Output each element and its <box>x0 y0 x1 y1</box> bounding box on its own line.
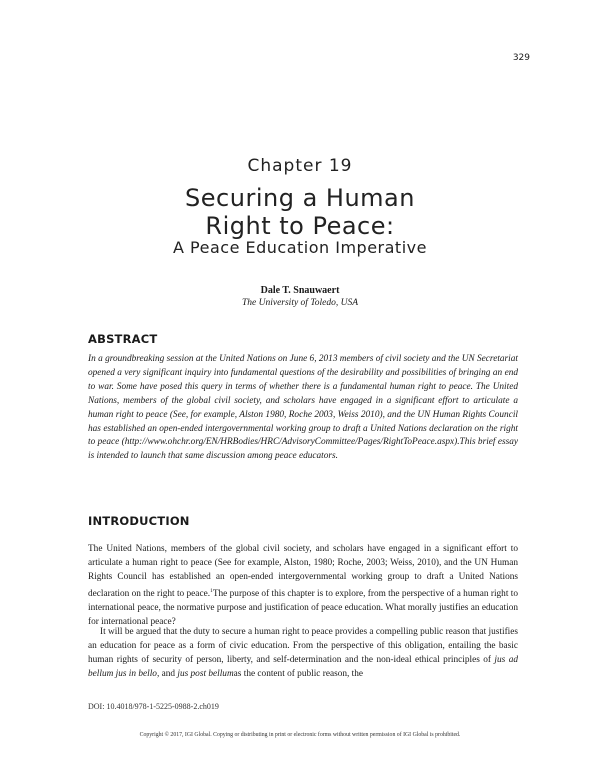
author-affiliation: The University of Toledo, USA <box>241 298 359 308</box>
intro-p2-text-a: It will be argued that the duty to secure a human right to peace provides a compelling public reason that justifies an education for peace as a form of civic education. From the perspective of this obligation, entailing the basic human rights of security of person, liberty, and self-determination and the non-ideal ethical principles of <box>88 627 518 665</box>
intro-p1-text-a: The United Nations, members of the global civil society, and scholars have engaged in a significant effort to articulate a human right to peace (See for example, Alston, 1980; Roche, 2003; Weiss, 2010), and the UN Human Rights Council has established an open-ended intergovernmental working group to draft a United Nations declaration on the right to peace. <box>88 544 518 599</box>
intro-p2-text-c: as the content of public reason, the <box>233 668 364 679</box>
abstract-heading: ABSTRACT <box>88 332 158 346</box>
introduction-paragraph-1 <box>88 543 518 630</box>
chapter-subtitle: A Peace Education Imperative <box>173 238 427 257</box>
chapter-title-line-2: Right to Peace: <box>205 212 395 240</box>
introduction-heading: INTRODUCTION <box>88 514 190 528</box>
doi-line: DOI: 10.4018/978-1-5225-0988-2.ch019 <box>88 702 219 711</box>
copyright-notice: Copyright © 2017, IGI Global. Copying or distributing in print or electronic forms without written permission of IGI Global is prohibited. <box>139 732 461 738</box>
page-number: 329 <box>512 53 530 63</box>
intro-p2-italic-1: jus ad bellum jus in bello, <box>88 654 518 679</box>
intro-p2-italic-2: jus post bellum <box>177 668 234 679</box>
abstract-text: In a groundbreaking session at the United Nations on June 6, 2013 members of civil society and the UN Secretariat opened a very significant inquiry into fundamental questions of the desirability and possibilities of bringing an end to war. Some have posed this query in terms of whether there is a fundamental human right to peace. The United Nations, members of the global civil society, and scholars have engaged in a significant effort to articulate a human right to peace (See, for example, Alston 1980, Roche 2003, Weiss 2010), and the UN Human Rights Council has established an open-ended intergovernmental working group to draft a United Nations declaration on the right to peace (http://www.ohchr.org/EN/HRBodies/HRC/AdvisoryCommittee/Pages/RightToPeace.aspx).This brief essay is intended to launch that same discussion among peace educators. <box>88 354 518 462</box>
intro-p2-text-b: and <box>159 668 178 679</box>
chapter-label: Chapter 19 <box>247 156 353 176</box>
chapter-title-line-1: Securing a Human <box>185 184 415 212</box>
introduction-paragraph-2 <box>88 626 518 682</box>
footnote-marker: 1 <box>210 587 213 594</box>
author-name: Dale T. Snauwaert <box>260 285 340 296</box>
intro-p1-text-b: The purpose of this chapter is to explore, from the perspective of a human right to international peace, the normative purpose and justification of peace education. What morally justifies an education for international peace? <box>88 588 518 627</box>
